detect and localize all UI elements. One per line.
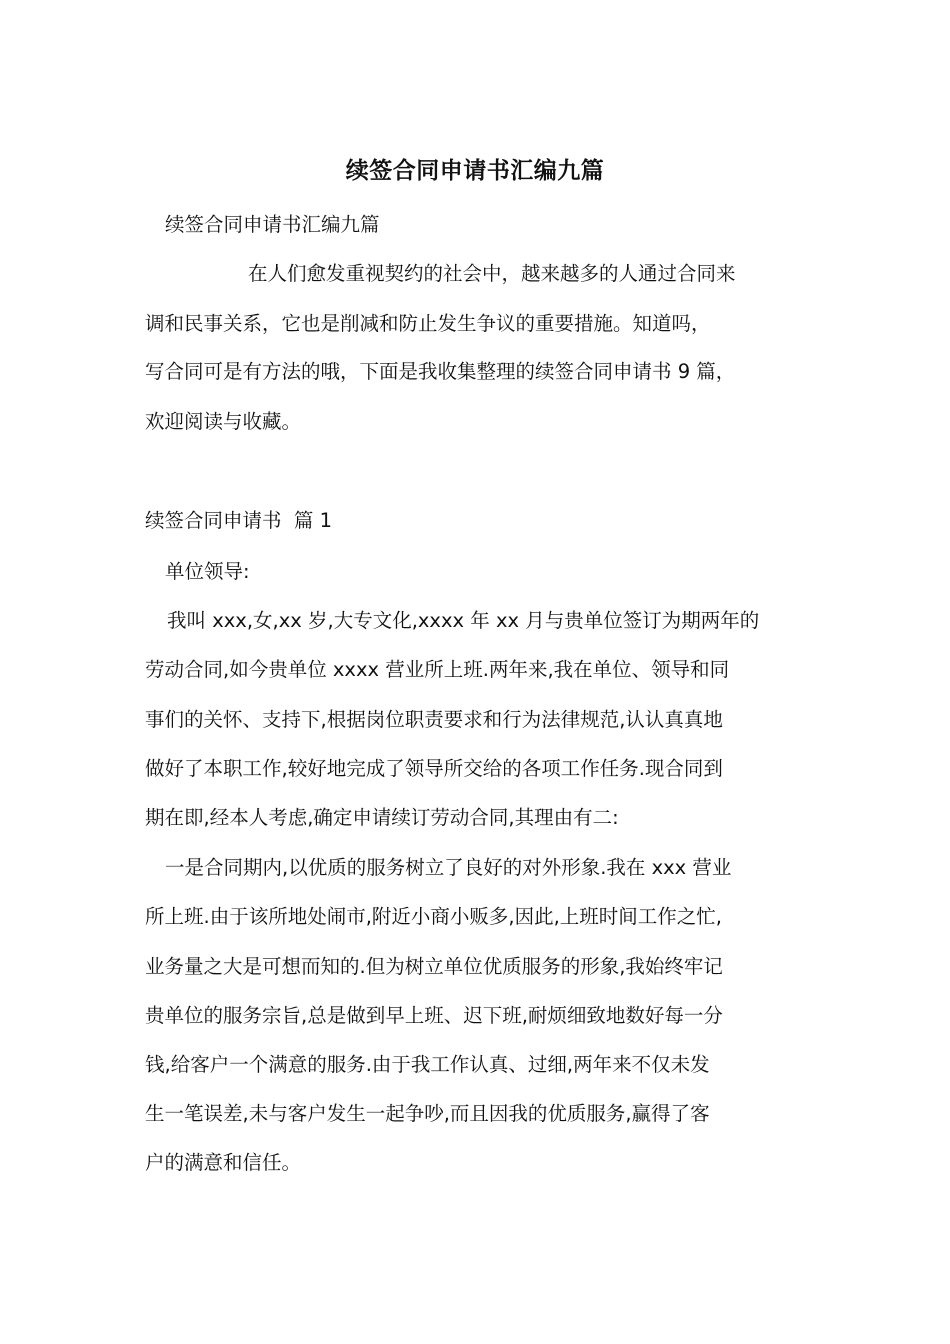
intro-line-3: 写合同可是有方法的哦，下面是我收集整理的续签合同申请书 9 篇， xyxy=(145,360,736,383)
para2-line-2: 所上班.由于该所地处闹市,附近小商小贩多,因此,上班时间工作之忙, xyxy=(145,905,722,928)
para1-line-2: 劳动合同,如今贵单位 xxxx 营业所上班.两年来,我在单位、领导和同 xyxy=(145,658,730,681)
intro-line-4: 欢迎阅读与收藏。 xyxy=(145,410,302,433)
intro-line-2: 调和民事关系，它也是削减和防止发生争议的重要措施。知道吗， xyxy=(145,312,711,335)
para1-line-5: 期在即,经本人考虑,确定申请续订劳动合同,其理由有二: xyxy=(145,806,619,829)
para2-line-4: 贵单位的服务宗旨,总是做到早上班、迟下班,耐烦细致地数好每一分 xyxy=(145,1004,723,1027)
para1-line-1: 我叫 xxx,女,xx 岁,大专文化,xxxx 年 xx 月与贵单位签订为期两年的 xyxy=(167,609,760,632)
intro-line-1: 在人们愈发重视契约的社会中，越来越多的人通过合同来 xyxy=(248,262,736,285)
para1-line-3: 事们的关怀、支持下,根据岗位职责要求和行为法律规范,认认真真地 xyxy=(145,708,723,731)
para2-line-3: 业务量之大是可想而知的.但为树立单位优质服务的形象,我始终牢记 xyxy=(145,955,723,978)
salutation: 单位领导: xyxy=(165,560,250,583)
para2-line-7: 户的满意和信任。 xyxy=(145,1151,302,1174)
para2-line-6: 生一笔误差,未与客户发生一起争吵,而且因我的优质服务,赢得了客 xyxy=(145,1102,710,1125)
para2-line-1: 一是合同期内,以优质的服务树立了良好的对外形象.我在 xxx 营业 xyxy=(165,856,732,879)
section-heading: 续签合同申请书 篇 1 xyxy=(145,509,333,532)
document-title: 续签合同申请书汇编九篇 xyxy=(345,158,605,184)
para1-line-4: 做好了本职工作,较好地完成了领导所交给的各项工作任务.现合同到 xyxy=(145,757,723,780)
document-subtitle: 续签合同申请书汇编九篇 xyxy=(165,213,380,236)
para2-line-5: 钱,给客户一个满意的服务.由于我工作认真、过细,两年来不仅未发 xyxy=(145,1053,710,1076)
